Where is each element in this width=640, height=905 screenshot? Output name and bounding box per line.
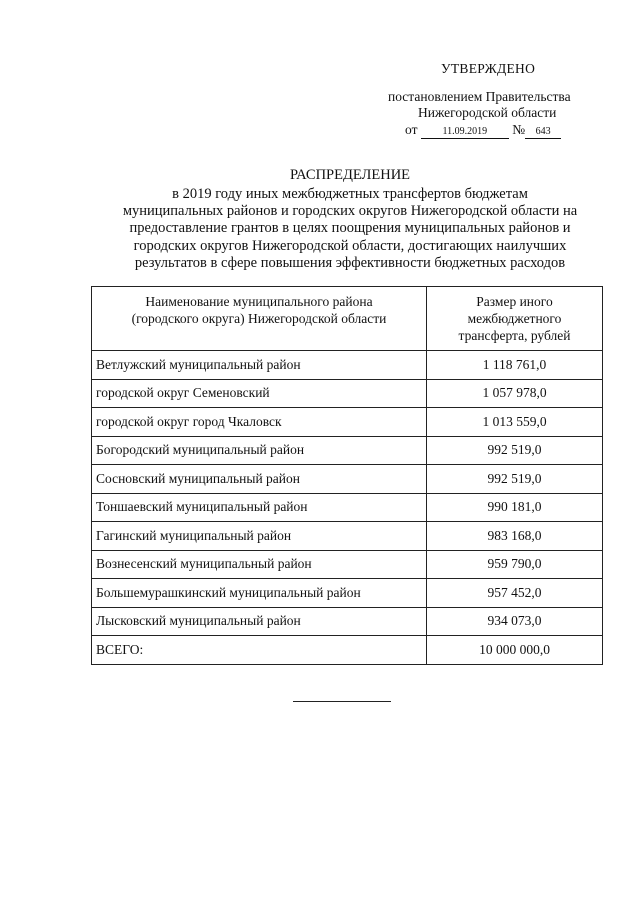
row-name: городской округ Семеновский bbox=[92, 379, 427, 408]
approval-line-2: Нижегородской области bbox=[418, 105, 557, 120]
distribution-table bbox=[91, 286, 603, 665]
table-row bbox=[92, 550, 603, 579]
row-name: Большемурашкинский муниципальный район bbox=[92, 579, 427, 608]
header-name: Наименование муниципального района (городского округа) Нижегородской области bbox=[92, 287, 427, 351]
subtitle-line: предоставление грантов в целях поощрения муниципальных районов и bbox=[129, 220, 571, 237]
row-name: Богородский муниципальный район bbox=[92, 436, 427, 465]
table-row bbox=[92, 408, 603, 437]
approval-date-number bbox=[405, 122, 561, 139]
row-name: Вознесенский муниципальный район bbox=[92, 550, 427, 579]
row-name: Тоншаевский муниципальный район bbox=[92, 493, 427, 522]
approval-title: УТВЕРЖДЕНО bbox=[441, 61, 536, 76]
row-name: городской округ город Чкаловск bbox=[92, 408, 427, 437]
row-name: Гагинский муниципальный район bbox=[92, 522, 427, 551]
table-header-row bbox=[92, 287, 603, 351]
row-amount: 1 013 559,0 bbox=[427, 408, 603, 437]
subtitle-line: в 2019 году иных межбюджетных трансфертов бюджетам bbox=[172, 186, 528, 202]
closing-rule bbox=[293, 701, 391, 702]
total-amount: 10 000 000,0 bbox=[427, 636, 603, 665]
document-title: РАСПРЕДЕЛЕНИЕ bbox=[289, 167, 411, 183]
row-amount: 957 452,0 bbox=[427, 579, 603, 608]
table-row bbox=[92, 351, 603, 380]
number-label: № bbox=[512, 122, 526, 137]
row-name: Сосновский муниципальный район bbox=[92, 465, 427, 494]
table-row bbox=[92, 493, 603, 522]
row-amount: 959 790,0 bbox=[427, 550, 603, 579]
subtitle-line: муниципальных районов и городских округов Нижегородской области на bbox=[122, 203, 578, 220]
row-amount: 992 519,0 bbox=[427, 465, 603, 494]
approval-date: 11.09.2019 bbox=[421, 126, 509, 139]
document-subtitle bbox=[95, 186, 605, 272]
table-row bbox=[92, 379, 603, 408]
row-amount: 983 168,0 bbox=[427, 522, 603, 551]
total-label: ВСЕГО: bbox=[92, 636, 427, 665]
table-row bbox=[92, 579, 603, 608]
header-amount: Размер иного межбюджетного трансферта, рублей bbox=[427, 287, 603, 351]
row-amount: 934 073,0 bbox=[427, 607, 603, 636]
subtitle-line: результатов в сфере повышения эффективности бюджетных расходов bbox=[134, 254, 566, 271]
row-amount: 990 181,0 bbox=[427, 493, 603, 522]
table-total-row bbox=[92, 636, 603, 665]
row-amount: 992 519,0 bbox=[427, 436, 603, 465]
approval-line-1: постановлением Правительства bbox=[388, 89, 571, 104]
table-row bbox=[92, 522, 603, 551]
table-row bbox=[92, 436, 603, 465]
table-row bbox=[92, 465, 603, 494]
from-label: от bbox=[405, 122, 418, 137]
row-name: Ветлужский муниципальный район bbox=[92, 351, 427, 380]
subtitle-line: городских округов Нижегородской области, достигающих наилучших bbox=[133, 237, 567, 254]
table-row bbox=[92, 607, 603, 636]
approval-number: 643 bbox=[525, 126, 561, 139]
row-amount: 1 057 978,0 bbox=[427, 379, 603, 408]
row-amount: 1 118 761,0 bbox=[427, 351, 603, 380]
row-name: Лысковский муниципальный район bbox=[92, 607, 427, 636]
